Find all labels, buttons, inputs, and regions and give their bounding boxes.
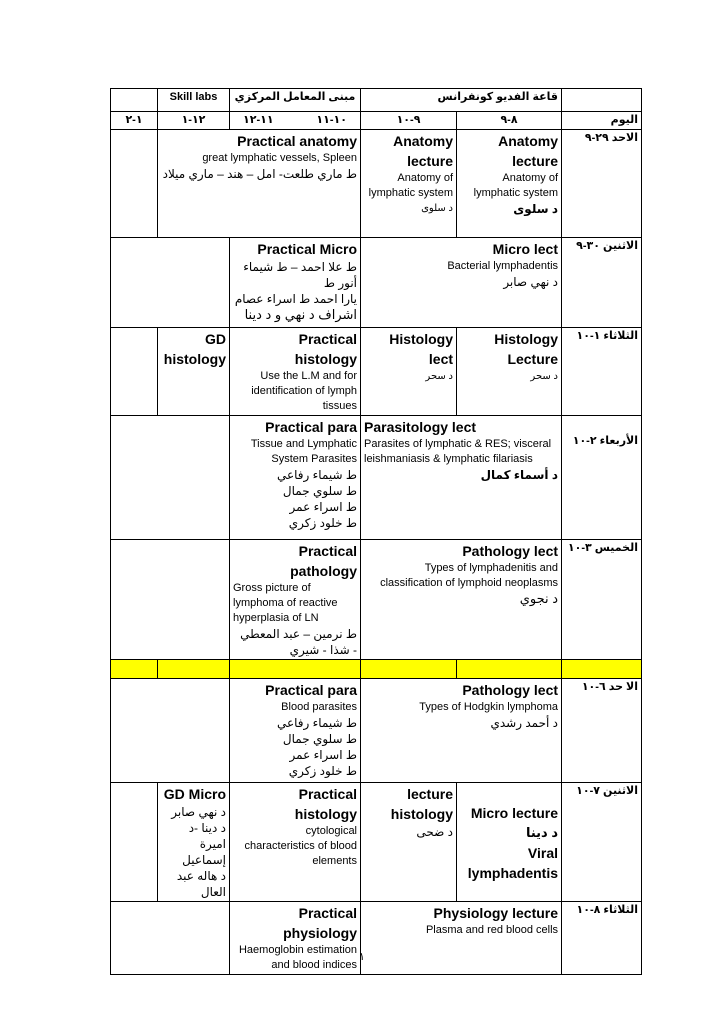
lecture-session bbox=[361, 238, 562, 328]
session-title: Micro lect bbox=[492, 241, 559, 257]
practical-session bbox=[230, 238, 361, 328]
day-row bbox=[111, 679, 642, 783]
instructor: ط شيماء رفاعي bbox=[276, 468, 357, 482]
day-cell: الثلاثاء ٨-١٠ bbox=[562, 902, 642, 975]
day-cell: الاثنين ٧-١٠ bbox=[562, 783, 642, 902]
instructor: ط اسراء عمر bbox=[289, 500, 357, 514]
session-title: Pathology lect bbox=[462, 543, 559, 559]
page-number: ١ bbox=[359, 951, 365, 963]
day-cell: الاحد ٢٩-٩ bbox=[562, 130, 642, 238]
time-11-12: ١١-١٢ bbox=[243, 114, 274, 126]
session-9-10 bbox=[361, 130, 457, 238]
lecturer: د ضحى bbox=[416, 825, 454, 839]
day-cell: الاثنين ٣٠-٩ bbox=[562, 238, 642, 328]
practical-session bbox=[230, 328, 361, 416]
practical-session bbox=[158, 130, 361, 238]
session-topic: Bacterial lymphadentis bbox=[447, 260, 559, 272]
instructor: ط اسراء عمر bbox=[289, 748, 357, 762]
practical-session bbox=[230, 540, 361, 660]
instructors: ط علا احمد – ط شيماء أنور ط bbox=[243, 260, 357, 290]
instructors: ط نرمين – عبد المعطي - شذا - شيري bbox=[240, 627, 357, 657]
session-topic: cytological characteristics of blood elements bbox=[244, 825, 357, 867]
session-topic: Types of Hodgkin lymphoma bbox=[419, 701, 559, 713]
header-row bbox=[111, 89, 642, 112]
instructor: د دينا -د اميرة إسماعيل bbox=[182, 821, 226, 867]
day-cell: الثلاثاء ١-١٠ bbox=[562, 328, 642, 416]
session-8-9 bbox=[457, 130, 562, 238]
day-row bbox=[111, 130, 642, 238]
session-title: Anatomy lecture bbox=[393, 133, 454, 169]
time-slot-1-2: ١-٢ bbox=[111, 112, 158, 130]
day-row bbox=[111, 238, 642, 328]
schedule-table bbox=[110, 88, 642, 975]
session-title: Micro lecture bbox=[470, 805, 559, 821]
session-8-9 bbox=[457, 783, 562, 902]
session-title: Parasitology lect bbox=[364, 419, 477, 435]
session-title: Practical para bbox=[265, 682, 357, 698]
time-slot-9-10: ٩-١٠ bbox=[361, 112, 457, 130]
day-row bbox=[111, 783, 642, 902]
instructor: د نهي صابر bbox=[171, 805, 226, 819]
session-topic: Haemoglobin estimation and blood indices bbox=[238, 944, 357, 971]
session-title: Practical physiology bbox=[283, 905, 357, 941]
practical-session bbox=[230, 783, 361, 902]
session-topic: Gross picture of lymphoma of reactive hyperplasia of LN bbox=[233, 582, 338, 624]
day-column-header: اليوم bbox=[562, 112, 642, 130]
session-9-10 bbox=[361, 783, 457, 902]
session-title: Practical Micro bbox=[257, 241, 357, 257]
session-title: lecture histology bbox=[390, 786, 454, 822]
session-title: Practical para bbox=[265, 419, 357, 435]
practical-session bbox=[230, 416, 361, 540]
practical-session bbox=[230, 679, 361, 783]
session-title: GD histology bbox=[163, 331, 226, 367]
lecturer: د نجوي bbox=[519, 591, 559, 606]
time-slot-10-11-11-12 bbox=[230, 112, 361, 130]
day-row bbox=[111, 416, 642, 540]
video-conference-hall-header: قاعة الفديو كونفرانس bbox=[361, 89, 562, 112]
time-slots-row bbox=[111, 112, 642, 130]
central-labs-header: مبنى المعامل المركزي bbox=[230, 89, 361, 112]
lecture-session bbox=[361, 902, 562, 975]
session-title: Practical histology bbox=[294, 786, 357, 822]
supervisors: اشراف د نهي و د دينا bbox=[244, 307, 357, 322]
session-topic: Types of lymphadenitis and classification of lymphoid neoplasms bbox=[380, 562, 559, 589]
session-title: GD Micro bbox=[163, 786, 226, 802]
instructor: د هاله عبد العال bbox=[176, 869, 226, 899]
day-row bbox=[111, 540, 642, 660]
session-topic: great lymphatic vessels, Spleen bbox=[202, 152, 357, 164]
lecturer: د أحمد رشدي bbox=[490, 716, 559, 730]
instructor: ط خلود زكري bbox=[288, 516, 357, 530]
group-discussion bbox=[158, 783, 230, 902]
session-topic: Blood parasites bbox=[281, 701, 357, 713]
session-8-9 bbox=[457, 328, 562, 416]
lecturer: د سلوى bbox=[421, 203, 454, 214]
session-topic: Anatomy of lymphatic system bbox=[368, 172, 454, 199]
day-cell: الخميس ٣-١٠ bbox=[562, 540, 642, 660]
day-row bbox=[111, 328, 642, 416]
time-10-11: ١٠-١١ bbox=[316, 114, 347, 126]
day-row bbox=[111, 902, 642, 975]
session-topic: Anatomy of lymphatic system bbox=[473, 172, 559, 199]
session-title: Histology lect bbox=[389, 331, 454, 367]
lecturer: د أسماء كمال bbox=[480, 468, 559, 482]
instructors: ط ماري طلعت- امل – هند – ماري ميلاد bbox=[162, 167, 357, 181]
session-topic: Plasma and red blood cells bbox=[425, 924, 559, 936]
skill-labs-header: Skill labs bbox=[158, 89, 230, 112]
day-cell: الا حد ٦-١٠ bbox=[562, 679, 642, 783]
lecture-session bbox=[361, 679, 562, 783]
time-slot-12-1: ١٢-١ bbox=[158, 112, 230, 130]
lecture-session bbox=[361, 540, 562, 660]
session-topic: Tissue and Lymphatic System Parasites bbox=[250, 438, 357, 465]
session-title: Histology Lecture bbox=[494, 331, 559, 367]
session-topic: Use the L.M and for identification of lymph tissues bbox=[251, 370, 357, 412]
session-title: Practical anatomy bbox=[237, 133, 357, 149]
instructor: ط سلوي جمال bbox=[282, 732, 357, 746]
lecturer: د سحر bbox=[425, 371, 454, 382]
time-slot-8-9: ٨-٩ bbox=[457, 112, 562, 130]
day-cell: الأربعاء ٢-١٠ bbox=[562, 416, 642, 540]
lecturer: د دينا bbox=[525, 825, 559, 840]
lecturer: د نهي صابر bbox=[503, 275, 559, 289]
practical-session bbox=[230, 902, 361, 975]
lecturer: د سحر bbox=[530, 371, 559, 382]
session-9-10 bbox=[361, 328, 457, 416]
session-topic: Parasites of lymphatic & RES; visceral leishmaniasis & lymphatic filariasis bbox=[364, 438, 552, 465]
instructor: ط شيماء رفاعي bbox=[276, 716, 357, 730]
session-title: Pathology lect bbox=[462, 682, 559, 698]
session-title: Physiology lecture bbox=[433, 905, 559, 921]
session-title: Practical pathology bbox=[290, 543, 357, 579]
lecturer: د سلوى bbox=[513, 202, 559, 216]
instructor: ط خلود زكري bbox=[288, 764, 357, 778]
instructor: ط سلوي جمال bbox=[282, 484, 357, 498]
session-title: Anatomy lecture bbox=[498, 133, 559, 169]
session-topic: Viral lymphadentis bbox=[467, 845, 559, 881]
lecture-session bbox=[361, 416, 562, 540]
instructors: يارا احمد ط اسراء عصام bbox=[234, 292, 357, 306]
group-discussion bbox=[158, 328, 230, 416]
week-separator-row bbox=[111, 660, 642, 679]
session-title: Practical histology bbox=[294, 331, 357, 367]
